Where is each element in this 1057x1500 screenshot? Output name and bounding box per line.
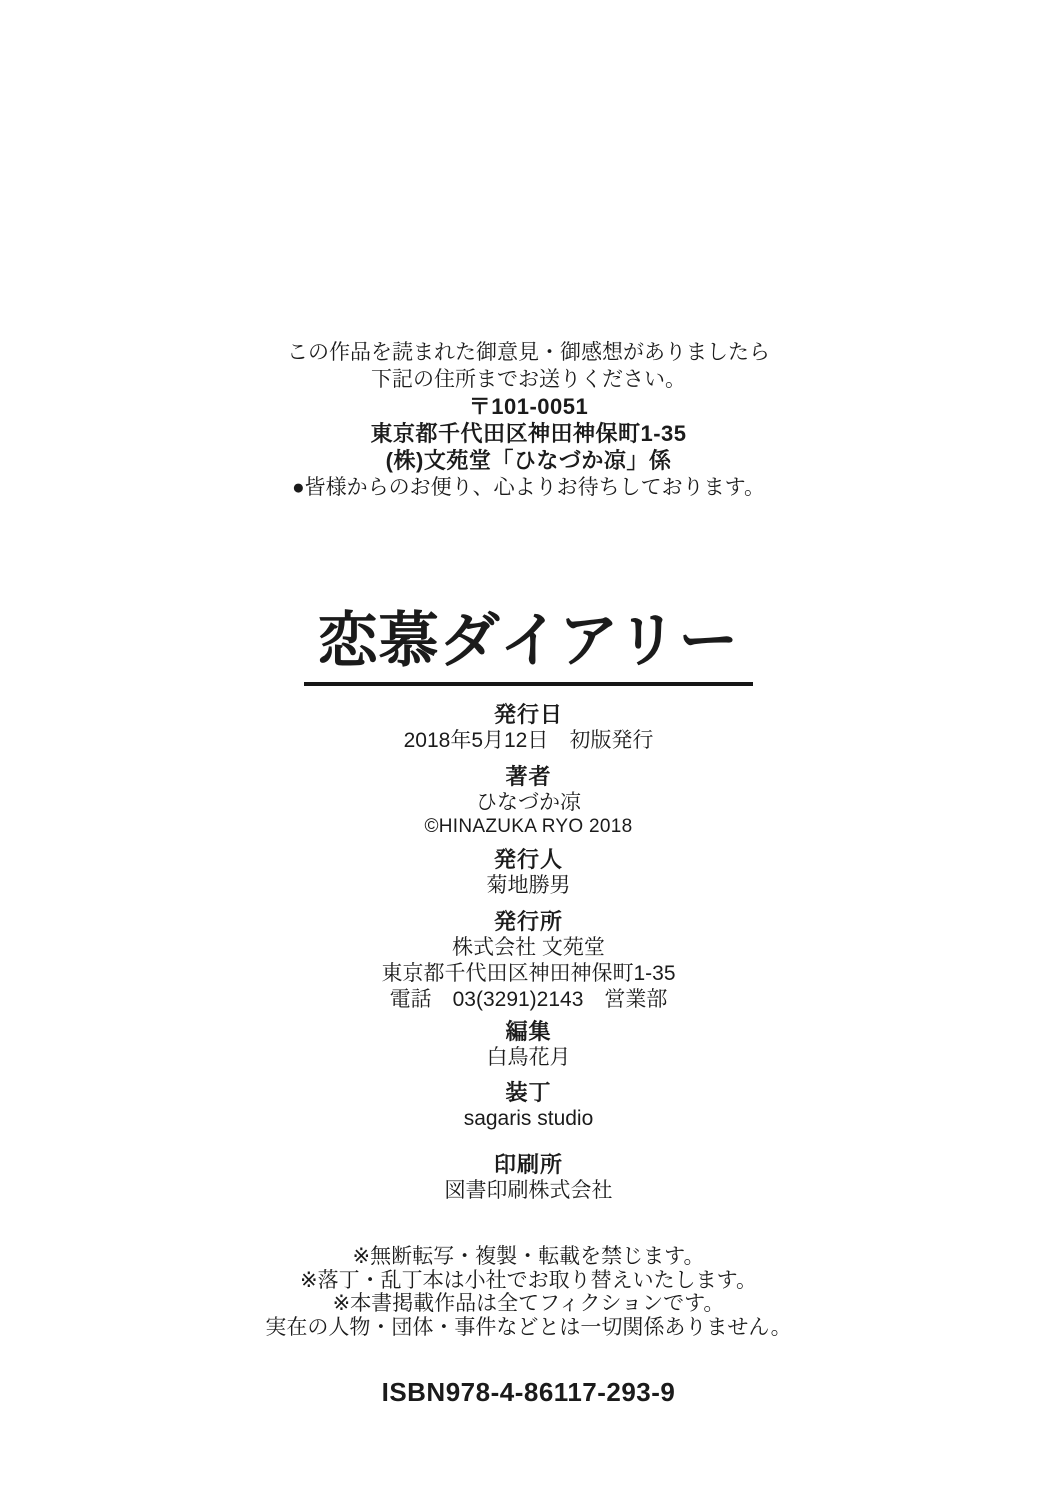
publication-date-label: 発行日	[493, 702, 563, 727]
book-title: 恋慕ダイアリー	[304, 608, 754, 686]
isbn-number: ISBN978-4-86117-293-9	[381, 1377, 676, 1407]
publisher-person-name: 菊地勝男	[486, 874, 571, 897]
send-address-line: 下記の住所までお送りください。	[371, 368, 686, 391]
reader-feedback-notice	[0, 339, 1057, 501]
author-label: 著者	[505, 764, 552, 789]
note-fiction-disclaimer: ※本書掲載作品は全てフィクションです。	[332, 1292, 725, 1315]
feedback-invitation-line: この作品を読まれた御意見・御感想がありましたら	[287, 341, 770, 364]
postal-code: 〒101-0051	[468, 394, 589, 419]
section-publication-date	[0, 702, 1057, 754]
publisher-office-label: 発行所	[493, 909, 563, 934]
publisher-address: 東京都千代田区神田神保町1-35	[370, 421, 687, 446]
title-block	[0, 608, 1057, 686]
section-printer	[0, 1152, 1057, 1204]
book-design-label: 装丁	[505, 1080, 552, 1105]
publisher-attention-line: (株)文苑堂「ひなづか凉」係	[385, 448, 672, 473]
section-editor	[0, 1019, 1057, 1071]
printer-label: 印刷所	[493, 1152, 563, 1177]
design-studio-name: sagaris studio	[463, 1107, 594, 1130]
section-publisher-person	[0, 847, 1057, 899]
publisher-phone: 電話 03(3291)2143 営業部	[389, 988, 668, 1011]
editor-label: 編集	[505, 1019, 552, 1044]
section-publisher-office	[0, 909, 1057, 1013]
publisher-company-name: 株式会社 文苑堂	[452, 936, 605, 959]
section-book-design	[0, 1080, 1057, 1132]
publisher-office-address: 東京都千代田区神田神保町1-35	[381, 962, 676, 985]
author-name: ひなづか凉	[476, 791, 581, 814]
note-defective-copies: ※落丁・乱丁本は小社でお取り替えいたします。	[300, 1268, 757, 1292]
printer-name: 図書印刷株式会社	[444, 1179, 613, 1202]
publisher-person-label: 発行人	[493, 847, 563, 872]
copyright-line: ©HINAZUKA RYO 2018	[424, 816, 633, 837]
note-no-relation-disclaimer: 実在の人物・団体・事件などとは一切関係ありません。	[265, 1315, 792, 1339]
section-author	[0, 764, 1057, 838]
letters-welcome-line: ●皆様からのお便り、心よりお待ちしております。	[291, 476, 765, 499]
editor-name: 白鳥花月	[486, 1046, 571, 1069]
publication-date-value: 2018年5月12日 初版発行	[403, 729, 654, 752]
note-no-reproduction: ※無断転写・複製・転載を禁じます。	[352, 1245, 705, 1268]
legal-notes	[0, 1245, 1057, 1339]
